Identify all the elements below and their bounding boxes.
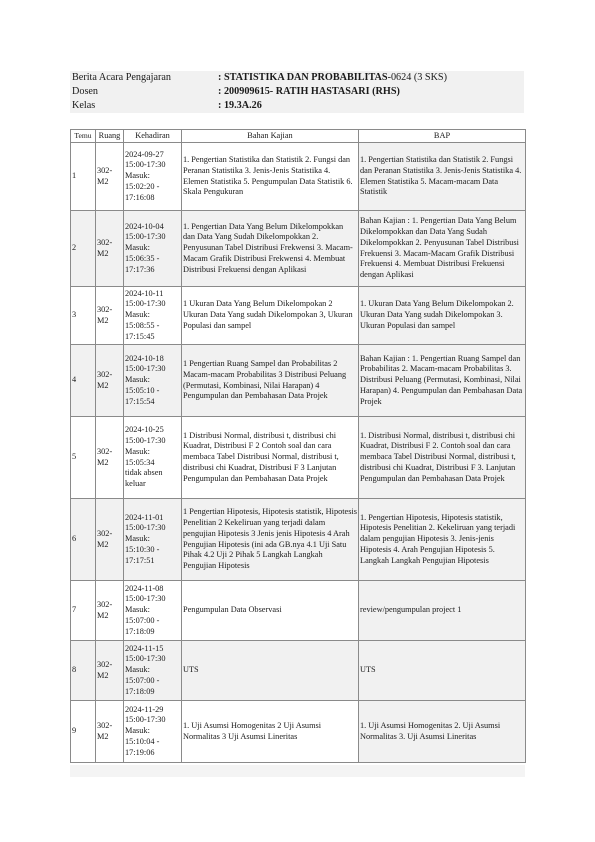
kehadiran-line: Masuk: <box>125 243 150 253</box>
cell-bahan-kajian: 1 Distribusi Normal, distribusi t, distribusi chi Kuadrat, Distribusi F 2 Contoh soal dan cara membaca Tabel Distribusi Normal, distribusi t, distribusi chi Kuadrat, Distribusi F 3 Lanjutan Pengumpulan dan Pembahasan Data Projek <box>182 417 359 499</box>
cell-temu: 6 <box>71 499 96 581</box>
class-name: : 19.3A.26 <box>218 100 262 111</box>
kehadiran-line: 15:00-17:30 <box>125 654 166 664</box>
kehadiran-line: 17:16:08 <box>125 192 155 202</box>
kehadiran-line: 2024-11-15 <box>125 643 164 653</box>
cell-bap: UTS <box>359 641 526 701</box>
cell-temu: 4 <box>71 345 96 417</box>
kehadiran-line: 15:02:20 - <box>125 181 160 191</box>
kehadiran-line: 15:00-17:30 <box>125 715 166 725</box>
col-header-bap: BAP <box>359 130 526 143</box>
cell-bahan-kajian: UTS <box>182 641 359 701</box>
cell-temu: 5 <box>71 417 96 499</box>
header-label: Kelas <box>72 100 96 111</box>
cell-ruang: 302-M2 <box>96 287 124 345</box>
cell-kehadiran <box>124 641 182 701</box>
header-value <box>218 85 400 99</box>
kehadiran-line: 17:17:36 <box>125 264 155 274</box>
kehadiran-line: 15:07:00 - <box>125 615 160 625</box>
table-row <box>71 499 526 581</box>
cell-kehadiran <box>124 143 182 211</box>
kehadiran-line: 2024-11-08 <box>125 583 164 593</box>
cell-bahan-kajian: 1 Pengertian Hipotesis, Hipotesis statistik, Hipotesis Penelitian 2 Kekeliruan yang terjadi dalam pengujian Hipotesis 3 Jenis jenis Hipotesis 4 Arah Pengujian Hipotesis (ini ada GB.nya 4.1 Uji Satu Pihak 4.2 Uji 2 Pihak 5 Langkah Langkah Pengujian Hipotesis <box>182 499 359 581</box>
kehadiran-line: 2024-09-27 <box>125 149 164 159</box>
cell-bahan-kajian: Pengumpulan Data Observasi <box>182 581 359 641</box>
kehadiran-line: Masuk: <box>125 726 150 736</box>
kehadiran-line: Masuk: <box>125 665 150 675</box>
kehadiran-line: 15:00-17:30 <box>125 435 166 445</box>
header-value <box>218 71 447 85</box>
cell-bap: 1. Ukuran Data Yang Belum Dikelompokan 2. Ukuran Data Yang sudah Dikelompokan 3. Ukuran Populasi dan sampel <box>359 287 526 345</box>
cell-temu: 1 <box>71 143 96 211</box>
kehadiran-line: 15:10:04 - <box>125 736 160 746</box>
cell-bap: 1. Pengertian Statistika dan Statistik 2. Fungsi dan Peranan Statistika 3. Jenis-Jenis Statistika 4. Elemen Statistika 5. Macam-macam Data Statistik <box>359 143 526 211</box>
cell-temu: 8 <box>71 641 96 701</box>
header-row-class <box>70 99 524 113</box>
kehadiran-line: Masuk: <box>125 310 150 320</box>
kehadiran-line: 2024-10-11 <box>125 288 164 298</box>
kehadiran-line: 17:15:45 <box>125 331 155 341</box>
table-bottom-shade <box>70 765 525 777</box>
cell-ruang: 302-M2 <box>96 417 124 499</box>
kehadiran-line: 15:00-17:30 <box>125 364 166 374</box>
kehadiran-line: Masuk: <box>125 446 150 456</box>
lecturer-name: : 200909615- RATIH HASTASARI (RHS) <box>218 86 400 97</box>
kehadiran-line: 15:10:30 - <box>125 544 160 554</box>
table-row <box>71 345 526 417</box>
cell-bap: 1. Pengertian Hipotesis, Hipotesis statistik, Hipotesis Penelitian 2. Kekeliruan yang terjadi dalam pengujian Hipotesis 3. Jenis-jenis Hipotesis 4. Arah Pengujian Hipotesis 5. Langkah Langkah Pengujian Hipotesis <box>359 499 526 581</box>
cell-bahan-kajian: 1. Uji Asumsi Homogenitas 2 Uji Asumsi Normalitas 3 Uji Asumsi Lineritas <box>182 701 359 763</box>
cell-kehadiran <box>124 581 182 641</box>
cell-kehadiran <box>124 701 182 763</box>
cell-bap: 1. Distribusi Normal, distribusi t, distribusi chi Kuadrat, Distribusi F 2. Contoh soal dan cara membaca Tabel Distribusi Normal, distribusi t, distribusi chi Kuadrat, Distribusi F 3. Lanjutan Pengumpulan dan Pembahasan Data Projek <box>359 417 526 499</box>
cell-ruang: 302-M2 <box>96 499 124 581</box>
cell-kehadiran <box>124 499 182 581</box>
cell-temu: 2 <box>71 211 96 287</box>
kehadiran-line: 17:18:09 <box>125 686 155 696</box>
col-header-kehadiran: Kehadiran <box>124 130 182 143</box>
kehadiran-line: 15:00-17:30 <box>125 594 166 604</box>
kehadiran-line: keluar <box>125 479 146 489</box>
course-code: -0624 (3 SKS) <box>387 72 447 83</box>
kehadiran-line: 15:00-17:30 <box>125 232 166 242</box>
kehadiran-line: 15:07:00 - <box>125 675 160 685</box>
table-row <box>71 417 526 499</box>
kehadiran-line: Masuk: <box>125 534 150 544</box>
cell-temu: 9 <box>71 701 96 763</box>
cell-bahan-kajian: 1. Pengertian Data Yang Belum Dikelompokkan dan Data Yang Sudah Dikelompokkan 2. Penyusunan Tabel Distribusi Frekwensi 3. Macam-Macam Grafik Distribusi Frekwensi 4. Membuat Distribusi Frekuensi dengan Aplikasi <box>182 211 359 287</box>
cell-bahan-kajian: 1 Pengertian Ruang Sampel dan Probabilitas 2 Macam-macam Probabilitas 3 Distribusi Peluang (Permutasi, Kombinasi, Nilai Harapan) 4 Pengumpulan dan Pembahasan Data Projek <box>182 345 359 417</box>
header-label: Dosen <box>72 86 99 97</box>
kehadiran-line: 15:08:55 - <box>125 320 160 330</box>
cell-kehadiran <box>124 287 182 345</box>
kehadiran-line: 15:00-17:30 <box>125 160 166 170</box>
table-row <box>71 143 526 211</box>
table-row <box>71 287 526 345</box>
cell-bap: Bahan Kajian : 1. Pengertian Data Yang Belum Dikelompokkan dan Data Yang Sudah Dikelompokkan 2. Penyusunan Tabel Distribusi Frekuensi 3. Macam-Macam Grafik Distribusi Frekuensi 4. Membuat Distribusi Frekuensi dengan Aplikasi <box>359 211 526 287</box>
kehadiran-line: 2024-11-29 <box>125 704 164 714</box>
cell-kehadiran <box>124 345 182 417</box>
table-body <box>71 143 526 763</box>
cell-bap: Bahan Kajian : 1. Pengertian Ruang Sampel dan Probabilitas 2. Macam-macam Probabilitas 3. Distribusi Peluang (Permutasi, Kombinasi, Nilai Harapan) 4. Pengumpulan dan Pembahasan Data Projek <box>359 345 526 417</box>
course-name: : STATISTIKA DAN PROBABILITAS <box>218 72 388 83</box>
kehadiran-line: 2024-10-18 <box>125 353 164 363</box>
cell-ruang: 302-M2 <box>96 641 124 701</box>
col-header-temu: Temu <box>71 130 96 143</box>
table-row <box>71 641 526 701</box>
table-row <box>71 211 526 287</box>
cell-ruang: 302-M2 <box>96 345 124 417</box>
cell-ruang: 302-M2 <box>96 581 124 641</box>
header-row-course <box>70 71 524 85</box>
header-value <box>218 99 262 113</box>
col-header-ruang: Ruang <box>96 130 124 143</box>
cell-bahan-kajian: 1 Ukuran Data Yang Belum Dikelompokan 2 Ukuran Data Yang sudah Dikelompokan 3, Ukuran Populasi dan sampel <box>182 287 359 345</box>
kehadiran-line: Masuk: <box>125 375 150 385</box>
col-header-bahan-kajian: Bahan Kajian <box>182 130 359 143</box>
cell-ruang: 302-M2 <box>96 211 124 287</box>
kehadiran-line: 15:00-17:30 <box>125 299 166 309</box>
cell-temu: 3 <box>71 287 96 345</box>
kehadiran-line: Masuk: <box>125 605 150 615</box>
cell-temu: 7 <box>71 581 96 641</box>
cell-kehadiran <box>124 211 182 287</box>
kehadiran-line: 15:05:10 - <box>125 385 160 395</box>
kehadiran-line: 15:00-17:30 <box>125 523 166 533</box>
kehadiran-line: 15:05:34 <box>125 457 155 467</box>
cell-bahan-kajian: 1. Pengertian Statistika dan Statistik 2. Fungsi dan Peranan Statistika 3. Jenis-Jenis Statistika 4. Elemen Statistika 5. Pengumpulan Data Statistik 6. Skala Pengukuran <box>182 143 359 211</box>
kehadiran-line: 17:18:09 <box>125 626 155 636</box>
kehadiran-line: 2024-10-25 <box>125 425 164 435</box>
header-label: Berita Acara Pengajaran <box>72 72 171 83</box>
kehadiran-line: 17:17:51 <box>125 555 155 565</box>
kehadiran-line: 17:15:54 <box>125 396 155 406</box>
course-header <box>70 71 524 113</box>
kehadiran-line: 15:06:35 - <box>125 253 160 263</box>
kehadiran-line: 2024-11-01 <box>125 512 164 522</box>
cell-bap: review/pengumpulan project 1 <box>359 581 526 641</box>
cell-kehadiran <box>124 417 182 499</box>
cell-bap: 1. Uji Asumsi Homogenitas 2. Uji Asumsi Normalitas 3. Uji Asumsi Lineritas <box>359 701 526 763</box>
kehadiran-line: tidak absen <box>125 468 163 478</box>
header-row-lecturer <box>70 85 524 99</box>
kehadiran-line: Masuk: <box>125 171 150 181</box>
table-header-row <box>71 130 526 143</box>
kehadiran-line: 17:19:06 <box>125 747 155 757</box>
attendance-table <box>70 129 526 763</box>
kehadiran-line: 2024-10-04 <box>125 221 164 231</box>
table-row <box>71 701 526 763</box>
cell-ruang: 302-M2 <box>96 143 124 211</box>
table-row <box>71 581 526 641</box>
cell-ruang: 302-M2 <box>96 701 124 763</box>
